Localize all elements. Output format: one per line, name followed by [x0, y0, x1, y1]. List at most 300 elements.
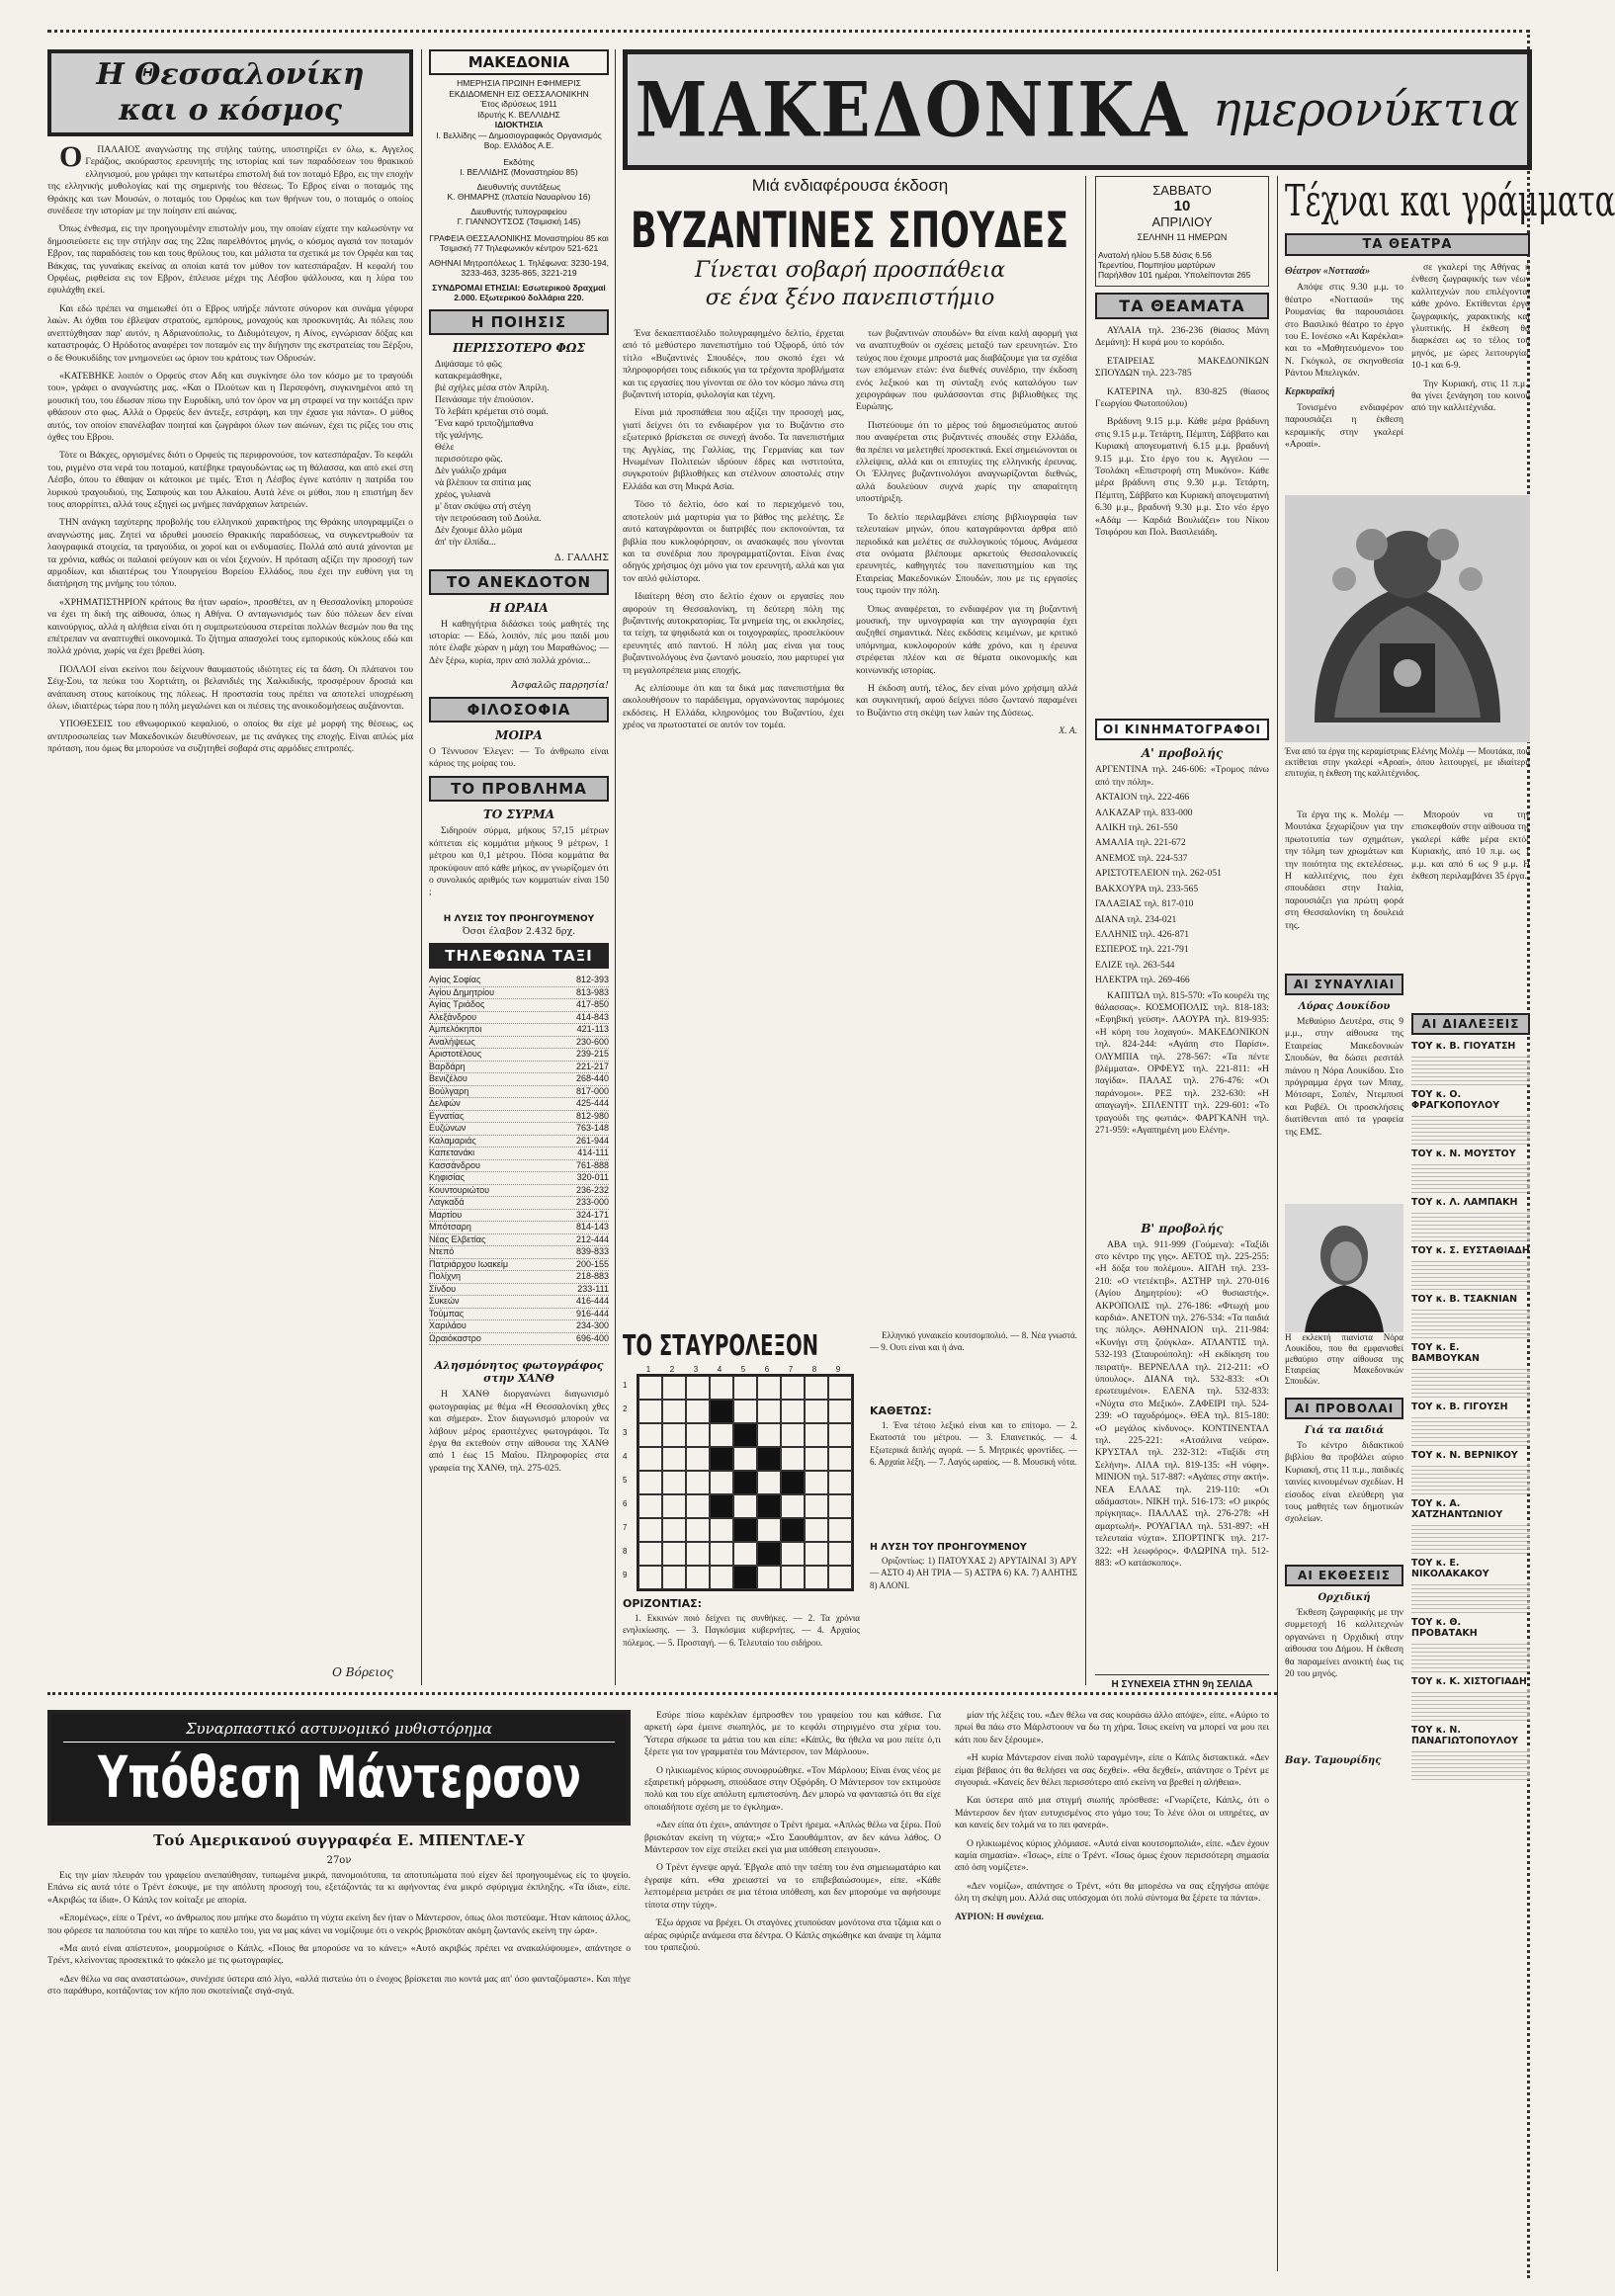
- novel-tomorrow: ΑΥΡΙΟΝ: Η συνέχεια.: [955, 1911, 1044, 1922]
- taxi-row: [429, 1123, 609, 1136]
- crossword-cell[interactable]: [805, 1376, 828, 1400]
- masthead-editor: Κ. ΘΗΜΑΡΗΣ (πλατεία Ναυαρίνου 16): [447, 192, 591, 202]
- lecture-speaker: ΤΟΥ κ. Β. ΤΣΑΚΝΙΑΝ: [1411, 1294, 1518, 1305]
- crossword-black-cell: [733, 1423, 757, 1447]
- theatre-entry: ΚΑΤΕΡΙΝΑ τηλ. 830-825 (θίασος Γεωργίου Φωτοπούλου): [1095, 385, 1269, 410]
- taxi-stand: Πατριάρχου Ιωακείμ: [429, 1258, 509, 1269]
- crossword-cell[interactable]: [686, 1400, 710, 1423]
- ceramics-caption: Ένα από τα έργα της κεραμίστριας Ελένης Μολέμ — Μουτάκα, που εκτίθεται στην γκαλερί «Αροαί», όπου λειτουργεί, με ιδιαίτερη επιτυχία, η έκθεση της καλλιτέχνιδος.: [1285, 746, 1530, 778]
- taxi-phone: 425-444: [575, 1098, 609, 1109]
- crossword-cell[interactable]: [638, 1471, 662, 1494]
- taxi-stand: Βενιζέλου: [429, 1073, 468, 1084]
- divider: [1277, 176, 1278, 2271]
- crossword-cell[interactable]: [662, 1423, 686, 1447]
- crossword-cell[interactable]: [757, 1471, 781, 1494]
- lecture-item: [1411, 1197, 1530, 1241]
- taxi-phone: 218-883: [575, 1271, 609, 1282]
- lecture-text-lines: [1411, 1054, 1530, 1085]
- taxi-row: [429, 975, 609, 987]
- lecture-speaker: ΤΟΥ κ. Σ. ΕΥΣΤΑΘΙΑΔΗ: [1411, 1245, 1530, 1256]
- poem-line: βιὲ σχήλες μέσα στὸν Ἀπρίλη.: [435, 383, 550, 393]
- cinema-entry: ΕΛΙΖΕ τηλ. 263-544: [1095, 959, 1175, 971]
- masthead-column: [429, 49, 609, 1685]
- poem-line: Δὲν γυάλιζο χράμα: [435, 466, 507, 476]
- crossword-cell[interactable]: [805, 1566, 828, 1589]
- crossword-black-cell: [733, 1566, 757, 1589]
- poem-line: Διψάσαμε τό φῶς: [435, 359, 502, 370]
- lecture-text-lines: [1411, 1581, 1530, 1613]
- crossword-cell[interactable]: [686, 1423, 710, 1447]
- byzantine-signature: Χ. Α.: [1059, 725, 1077, 737]
- divider: [1085, 176, 1086, 1685]
- taxi-row: [429, 1222, 609, 1234]
- taxi-phone: 421-113: [576, 1024, 609, 1035]
- taxi-stand: Δελφών: [429, 1098, 461, 1109]
- crossword-black-cell: [733, 1471, 757, 1494]
- lecture-speaker: ΤΟΥ κ. Ε. ΝΙΚΟΛΑΚΑΚΟΥ: [1411, 1558, 1489, 1579]
- column-body: ΟΠΑΛΑΙΟΣ αναγνώστης της στήλης ταύτης, υποστηρίζει εν όλω, κ. Αγγελος Γεράζιος, ακούραστος ερευνητής της ιστορίας καί των παραδόσεων του θρακικού ελληνισμού, μου γράφει την κατωτέρω επιστολή διά τον ποταμό Εβρο, εις την εποχήν της ελληνικής μυθολογίας καί της σημερινής του θέσεως. Το Εβρος είναι ο ποταμός της Θράκης και των Μουσών, ο ποταμός του Ορφέως και των θρήνων του, ο ποταμός ο οποίος συνέδεσε την ιστορίαν με την ποίησιν επί αιώνας. Όπως ένθεσμα, εις την προηγουμένην επιστολήν μου, την οποίαν είχατε την καλωσύνην να δημοσιεύσετε εις την στήλην σας της 22ας παρελθόντος μηνός, ο κόσμος αγαπά τον ποταμόν Εβρον, τας παραδόσεις του και τους θρύλους του, και μάλιστα τα σχετικά με τον Ορφέα και τας Βάκχας, τας γυναίκας εκείνας αι οποίαι κατά τον μύθον τον κατεσπάραξαν. Η κεφαλή του Ορφέως, ριφθείσα εις τον Εβρον, έπλευσε μέχρι της Λέσβου ψάλλουσα, και η λύρα του εφυλάχθη εκεί. Και εδώ πρέπει να σημειωθεί ότι ο Εβρος υπήρξε πάντοτε σύνορον και συνάμα γέφυρα λαών. Αι όχθαι του έβλεψαν στρατούς, εμπόρους, μοναχούς και προσκυνητάς. Αι πόλεις που ανεπτύχθησαν παρ' αυτόν, η Αδριανούπολις, το Διδυμότειχον, η Αίνος, εγνώρισαν δόξας και καταστροφάς. Ο Ηρόδοτος αναφέρει τον ποταμόν εις την διήγησιν της εκστρατείας του Ξέρξου, ο δε Θουκυδίδης τον μνημονεύει ως όριον του κράτους των Οδρυσών. «ΚΑΤΕΒΗΚΕ λοιπόν ο Ορφεύς στον Αδη και συγκίνησε όλο τον κόσμο με το τραγούδι του», γράφει ο αναγνώστης μας. «Και ο Πλούτων και η Περσεφόνη, συγκινημένοι από τη μουσική του, του έδωσαν πίσω την Ευρυδίκη, υπό τον όρον να μη στραφεί να την κοιτάξει πριν φθάσουν στο φως. Αλλά ο Ορφεύς δεν άντεξε, εστράφη, και την έχασε για πάντα». Ο μύθος αυτός, τον οποίον επανέλαβαν ποιηταί και ζωγράφοι όλων των αιώνων, έχει τις ρίζες του στις όχθες του Εβρου. Τότε οι Βάκχες, οργισμένες διότι ο Ορφεύς τις περιφρονούσε, τον κατεσπάραξαν. Το κεφάλι του, ριγμένο στα νερά του ποταμού, κατέβηκε τραγουδώντας ως τη θάλασσα, και από εκεί στη Λέσβο, όπου το έθαψαν οι κάτοικοι με τιμές. Έτσι η Λέσβος έγινε κατόπιν η πατρίδα του λυρικού τραγουδιού, της Σαπφούς και του Αλκαίου. Αυτά λένε οι μύθοι, που η επιστήμη δεν τους απορρίπτει, αλλά τους εξηγεί ως μνήμες πανάρχαιων λατρειών. ΤΗΝ ανάγκη ταχύτερης προβολής του ελληνικού χαρακτήρος της Θράκης υπογραμμίζει ο αναγνώστης μας. Ζητεί να ιδρυθεί μουσείο Θρακικής παραδόσεως, να συγκεντρωθούν τα λαογραφικά στοιχεία, τα τραγούδια, οι χοροί και οι ενδυμασίες. Πολλά από αυτά χάνονται με τα χρόνια, καθώς οι παλαιοί φεύγουν και οι νέοι ξεχνούν. Η πρόταση αξίζει την προσοχή των αρμοδίων, και ιδιαιτέρως του Υπουργείου Βορείου Ελλάδος, που έχει την ευθύνη για τη διατήρηση της μνήμης του τόπου. «ΧΡΗΜΑΤΙΣΤΗΡΙΟΝ κράτους θα ήταν ωραίο», προσθέτει, αν η Θεσσαλονίκη μπορούσε να έχει τη δική της αίθουσα, όπως η Αθήνα. Ο ανταγωνισμός των δύο πόλεων δεν είναι καινούργιος, αλλά η αλήθεια είναι ότι η συμπρωτεύουσα στερείται πολλών θεσμών που θα της επέτρεπαν να αναπτυχθεί οικονομικά. Το ζήτημα απασχολεί τους εμπορικούς κύκλους εδώ και πολλά χρόνια, χωρίς να έχει βρεθεί λύση. ΠΟΛΛΟΙ είναι εκείνοι που δείχνουν θαυμαστούς ιδιότητες είς τα δάση. Οι πλάτανοι του Σέιχ-Σου, τα πεύκα του Χορτιάτη, οι βελανιδιές της Χαλκιδικής, προσφέρουν δροσιά και ανάπαυση στους κατοίκους της πόλεως. Η προστασία τους πρέπει να αποτελεί υποχρέωση όλων, ιδιαιτέρως τώρα που η πόλη μεγαλώνει και οι πιέσεις της ανοικοδομήσεως αυξάνονται. ΥΠΟΘΕΣΕΙΣ του εθνωφορικού κεφαλιού, ο οποίος θα είχε μέ μορφή της θέσεως, ως αντιπροσωπείας των Μακεδονικών διευθύνσεων, με τις ανάγκες της εποχής. Είναι απλώς μία πρόταση, που όμως θα μπορούσε να συζητηθεί σοβαρά στις αρμόδιες επιτροπές.: [47, 140, 413, 755]
- crossword-heading: ΤΟ ΣΤΑΥΡΟΛΕΞΟΝ: [623, 1329, 819, 1362]
- crossword-black-cell: [781, 1518, 805, 1542]
- crossword-down-clues: 1. Ένα τέτοιο λεξικό είναι και το επίτομο. — 2. Εκατοστά του μέτρου. — 3. Επαινετικός. — 4. Εξωτερικά διπλής αγορά. — 5. Μητρικές φροντίδες. — 6. Αρχαία λέξη. — 7. Λαγός ωραίος. — 8. Μουσική νότα.: [870, 1420, 1077, 1468]
- poem-line: μ' ὅταν σκύψω στή στέγη: [435, 501, 531, 512]
- masthead-founded: Έτος ιδρύσεως 1911: [480, 99, 557, 109]
- crossword-col-number: 9: [835, 1365, 841, 1374]
- crossword-cell[interactable]: [662, 1447, 686, 1471]
- crossword-cell[interactable]: [638, 1447, 662, 1471]
- taxi-phone: 696-400: [575, 1332, 609, 1343]
- crossword-grid[interactable]: [637, 1374, 854, 1591]
- crossword-col-number: 6: [764, 1365, 770, 1374]
- crossword-cell[interactable]: [710, 1542, 733, 1566]
- problem-body: Σιδηρούν σύρμα, μήκους 57,15 μέτρων κόπτεται είς κομμάτια μήκους 9 μέτρων, 1 μέτρου και 0,1 μέτρου. Πόσα κομμάτια θα προκύψουν από κάθε μήκος, αν γνωρίζομεν ότι ο συνολικός αριθμός των κομματιών είναι 150 ;: [429, 825, 609, 898]
- crossword-cell[interactable]: [757, 1566, 781, 1589]
- taxi-phone: 221-217: [575, 1061, 609, 1071]
- poem-line: Δὲν ἔχουμε ἄλλο μῶμα: [435, 525, 523, 536]
- second-run-heading: Β' προβολής: [1141, 1221, 1224, 1235]
- column-title-line2: και ο κόσμος: [119, 93, 342, 128]
- problem-answer: Όσοι έλαβον 2.432 δρχ.: [462, 926, 576, 938]
- lecture-speaker: ΤΟΥ κ. Ο. ΦΡΑΓΚΟΠΟΥΛΟΥ: [1411, 1089, 1500, 1111]
- taxi-stand: Βούλγαρη: [429, 1085, 469, 1096]
- lecture-speaker: ΤΟΥ κ. Β. ΓΙΟΥΑΤΣΗ: [1411, 1041, 1516, 1052]
- crossword-black-cell: [757, 1447, 781, 1471]
- crossword-cell[interactable]: [805, 1400, 828, 1423]
- lecture-speaker: ΤΟΥ κ. Θ. ΠΡΟΒΑΤΑΚΗ: [1411, 1617, 1478, 1639]
- taxi-list: [429, 975, 609, 1345]
- crossword-cell[interactable]: [828, 1376, 852, 1400]
- crossword-section: ΤΟ ΣΤΑΥΡΟΛΕΞΟΝ 1 2 3 4 5 6 7 8 9 1 2 3 4 5 6 7 8 9 ΟΡΙΖΟΝΤΙΑΣ: 1. Εκκινών ποιό δείχνει τις συνθήκες. — 2. Τα χρόνια ενηλικίωσης. — 3. Παγκόσμια κυβερνήτες. — 4. Αρχαίος πόλεμος. — 5. Προσταγή. — 6. Τελευταίο του σιδήρου. Ελληνικό γυναικείο κουτσομπολιό. — 8. Νέα γνωστά. — 9. Ουτι είναι και ή άνα. ΚΑΘΕΤΩΣ: 1. Ένα τέτοιο λεξικό είναι και το επίτομο. — 2. Εκατοστά του μέτρου. — 3. Επαινετικός. — 4. Εξωτερικά διπλής αγορά. — 5. Μητρικές φροντίδες. — 6. Αρχαία λέξη. — 7. Λαγός ωραίος. — 8. Μουσική νότα. Η ΛΥΣΗ ΤΟΥ ΠΡΟΗΓΟΥΜΕΝΟΥ Οριζοντίως: 1) ΠΑΤΟΥΧΑΣ 2) ΑΡΥΤΑΙΝΑΙ 3) ΑΡΥ — ΑΣΤΟ 4) ΑΗ ΤΡΙΑ — 5) ΑΣΤΡΑ 6) ΚΑ. 7) ΑΛΗΤΗΣ 8) ΑΛΟΝΙ.: [623, 1329, 1077, 1685]
- taxi-phone: 813-983: [575, 986, 609, 997]
- crossword-cell[interactable]: [638, 1423, 662, 1447]
- byzantine-kicker: Μιά ενδιαφέρουσα έκδοση: [751, 176, 949, 195]
- crossword-cell[interactable]: [638, 1376, 662, 1400]
- problem-answer-head: Η ΛΥΣΙΣ ΤΟΥ ΠΡΟΗΓΟΥΜΕΝΟΥ: [443, 914, 595, 925]
- lecture-text-lines: [1411, 1113, 1530, 1145]
- cinema-entry: ΔΙΑΝΑ τηλ. 234-021: [1095, 913, 1177, 925]
- crossword-cell[interactable]: [733, 1400, 757, 1423]
- crossword-cell[interactable]: [805, 1423, 828, 1447]
- taxi-stand: Συκεών: [429, 1296, 460, 1307]
- theatre-entry: ΑΥΛΑΙΑ τηλ. 236-236 (θίασος Μάνη Δεμάνη): Η κυρά μου το κορόιδο.: [1095, 325, 1269, 349]
- crossword-cell[interactable]: [638, 1494, 662, 1518]
- crossword-cell[interactable]: [805, 1447, 828, 1471]
- lecture-speaker: ΤΟΥ κ. Ε. ΒΑΜΒΟΥΚΑΝ: [1411, 1342, 1480, 1364]
- crossword-column-numbers: [637, 1365, 860, 1374]
- taxi-stand: Κηφισίας: [429, 1172, 465, 1183]
- taxi-phone: 234-300: [575, 1320, 609, 1331]
- lecture-text-lines: [1411, 1258, 1530, 1290]
- masthead-founder: Ιδρυτής Κ. ΒΕΛΛΙΔΗΣ: [477, 109, 560, 120]
- taxi-phone: 239-215: [575, 1049, 609, 1060]
- taxi-row: [429, 1073, 609, 1086]
- exhibition-author: Βαγ. Ταμουρίδης: [1285, 1755, 1382, 1766]
- crossword-cell[interactable]: [733, 1542, 757, 1566]
- taxi-stand: Αγίας Τριάδος: [429, 999, 485, 1010]
- crossword-cell[interactable]: [686, 1494, 710, 1518]
- first-run-heading: Α' προβολής: [1141, 746, 1224, 761]
- taxi-phone: 324-171: [575, 1209, 609, 1220]
- taxi-stand: Μπότσαρη: [429, 1222, 471, 1233]
- crossword-col-number: 3: [693, 1365, 699, 1374]
- taxi-phone: 200-155: [575, 1258, 609, 1269]
- novel-banner: [47, 1710, 631, 1826]
- crossword-black-cell: [781, 1471, 805, 1494]
- crossword-cell[interactable]: [757, 1376, 781, 1400]
- exhibition-title: Ορχιδική: [1318, 1592, 1371, 1603]
- crossword-cell[interactable]: [781, 1447, 805, 1471]
- taxi-stand: Βαρδάρη: [429, 1061, 466, 1071]
- date-days: Παρήλθον 101 ημέραι. Υπολείπονται 265: [1098, 270, 1251, 280]
- taxi-row: [429, 1320, 609, 1333]
- taxi-stand: Ωραιόκαστρο: [429, 1332, 481, 1343]
- crossword-row-numbers: [623, 1374, 637, 1591]
- ceramics-illustration: [1285, 495, 1530, 742]
- taxi-phone: 414-111: [577, 1148, 609, 1158]
- lecture-speaker: ΤΟΥ κ. Ν. ΠΑΝΑΓΙΩΤΟΠΟΥΛΟΥ: [1411, 1725, 1519, 1746]
- crossword-cell[interactable]: [828, 1400, 852, 1423]
- taxi-phone: 812-393: [575, 975, 609, 985]
- masthead-athens: ΑΘΗΝΑΙ Μητροπόλεως 1. Τηλέφωνα: 3230-194, 3233-463, 3235-865, 3221-219: [429, 257, 609, 278]
- lecture-text-lines: [1411, 1463, 1530, 1494]
- crossword-row-number: 9: [623, 1571, 628, 1579]
- pianist-photo: [1285, 1204, 1403, 1332]
- crossword-cell[interactable]: [686, 1542, 710, 1566]
- novel-chapter: 27ον: [326, 1855, 352, 1866]
- date-month: ΑΠΡΙΛΙΟΥ: [1151, 214, 1213, 229]
- crossword-cell[interactable]: [757, 1423, 781, 1447]
- lecture-item: [1411, 1450, 1530, 1494]
- lecture-item: [1411, 1245, 1530, 1290]
- poem-line: νὰ βλέπουν τα σπίτια μας: [435, 477, 532, 488]
- crossword-solution: Οριζοντίως: 1) ΠΑΤΟΥΧΑΣ 2) ΑΡΥΤΑΙΝΑΙ 3) ΑΡΥ — ΑΣΤΟ 4) ΑΗ ΤΡΙΑ — 5) ΑΣΤΡΑ 6) ΚΑ. 7) ΑΛΗΤΗΣ 8) ΑΛΟΝΙ.: [870, 1556, 1077, 1590]
- poem-line: Ἕνα καρό τριποζήμπαθνα: [435, 418, 534, 429]
- date-day: ΣΑΒΒΑΤΟ: [1152, 183, 1212, 198]
- crossword-cell[interactable]: [710, 1471, 733, 1494]
- theatre-name: Θέατρον «Νοττασά»: [1285, 266, 1371, 277]
- cinema-entry: ΑΜΑΛΙΑ τηλ. 221-672: [1095, 837, 1186, 849]
- crossword-cell[interactable]: [638, 1566, 662, 1589]
- top-border: [47, 30, 1530, 39]
- crossword-cell[interactable]: [662, 1518, 686, 1542]
- taxi-phone: 320-011: [576, 1172, 609, 1183]
- taxi-stand: Αριστοτέλους: [429, 1049, 482, 1060]
- lecture-item: [1411, 1558, 1530, 1613]
- crossword-black-cell: [710, 1494, 733, 1518]
- poem-line: ἀπ' τὴν ἐλπίδα...: [435, 537, 496, 548]
- cinema-entry: ΕΣΠΕΡΟΣ τηλ. 221-791: [1095, 944, 1189, 956]
- poetry-heading: Η ΠΟΙΗΣΙΣ: [429, 309, 609, 335]
- crossword-row-number: 5: [623, 1476, 628, 1485]
- lecture-text-lines: [1411, 1689, 1530, 1721]
- crossword-cell[interactable]: [710, 1566, 733, 1589]
- taxi-phone: 814-143: [575, 1222, 609, 1233]
- crossword-cell[interactable]: [662, 1400, 686, 1423]
- taxi-phone: 416-444: [575, 1296, 609, 1307]
- obituary-body: Η ΧΑΝΘ διοργανώνει διαγωνισμό φωτογραφίας με θέμα «Η Θεσσαλονίκη χθες και σήμερα». Στον διαγωνισμό μπορούν να λάβουν μέρος ερασιτέχνες φωτογράφοι. Τα έργα θα εκτεθούν στην αίθουσα της ΧΑΝΘ από 1 έως 15 Μαΐου. Πληροφορίες στα γραφεία της ΧΑΝΘ, τηλ. 275-025.: [429, 1389, 609, 1474]
- crossword-cell[interactable]: [662, 1471, 686, 1494]
- taxi-row: [429, 1086, 609, 1099]
- screenings-title: Γιά τα παιδιά: [1304, 1425, 1385, 1436]
- crossword-cell[interactable]: [805, 1518, 828, 1542]
- taxi-stand: Πολίχνη: [429, 1271, 462, 1282]
- taxi-row: [429, 1185, 609, 1198]
- crossword-black-cell: [710, 1400, 733, 1423]
- taxi-row: [429, 1333, 609, 1346]
- crossword-cell[interactable]: [686, 1471, 710, 1494]
- poem-line: Τὸ λεβάτι κρέμεται στό σομά.: [435, 406, 549, 417]
- crossword-black-cell: [733, 1518, 757, 1542]
- crossword-cell[interactable]: [781, 1494, 805, 1518]
- masthead-editor-head: Διευθυντής συντάξεως: [476, 181, 561, 192]
- crossword-cell[interactable]: [710, 1423, 733, 1447]
- crossword-cell[interactable]: [781, 1542, 805, 1566]
- anecdote-title: Η ΩΡΑΙΑ: [489, 600, 549, 615]
- problem-title: ΤΟ ΣΥΡΜΑ: [482, 808, 555, 822]
- crossword-cell[interactable]: [686, 1518, 710, 1542]
- taxi-row: [429, 1136, 609, 1148]
- crossword-cell[interactable]: [828, 1471, 852, 1494]
- taxi-row: [429, 999, 609, 1012]
- novel-col2: Εσύρε πίσω καρέκλαν έμπροσθεν του γραφείου του και κάθισε. Για αρκετή ώρα έμεινε σιωπηλός, με το κεφάλι στηριγμένο στα χέρια του. Ύστερα σήκωσε τα μάτια του και είπε: «Κάπλς, θα ήθελα να μου πείτε ό,τι ξέρετε για τον γραμματέα του Μάντερσον, τον Μάρλοου». Ο ηλικιωμένος κύριος συνοφρυώθηκε. «Τον Μάρλοου; Είναι ένας νέος με εξαιρετική μόρφωση, σπούδασε στην Οξφόρδη. Ο Μάντερσον τον εκτιμούσε πολύ και του είχε απόλυτη εμπιστοσύνη. Δεν μπορώ να φανταστώ ότι θα είχε οποιαδήποτε σχέση με το έγκλημα». «Δεν είπα ότι έχει», απάντησε ο Τρέντ ήρεμα. «Απλώς θέλω να ξέρω. Πού βρισκόταν εκείνη τη νύχτα;» «Στο Σαουθάμπτον, αν δεν κάνω λάθος. Ο Μάντερσον τον είχε στείλει εκεί για μια υπόθεση επειγουσα». Ο Τρέντ έγνεψε αργά. Έβγαλε από την τσέπη του ένα σημειωματάριο και έγραψε κάτι. «Θα χρειαστεί να το επιβεβαιώσουμε», είπε. «Κάθε λεπτομέρεια μετράει σε μια τέτοια υπόθεση, και δεν μπορούμε να αφήσουμε τίποτα στην τύχη». Έξω άρχισε να βρέχει. Οι σταγόνες χτυπούσαν μονότονα στα τζάμια και ο αέρας σφύριζε ανάμεσα στα δέντρα. Ο Κάπλς σηκώθηκε και άναψε τη λάμπα του τραπεζιού.: [644, 1710, 941, 1953]
- taxi-stand: Εγνατίας: [429, 1110, 465, 1121]
- taxi-row: [429, 1111, 609, 1124]
- crossword-cell[interactable]: [781, 1376, 805, 1400]
- crossword-cell[interactable]: [733, 1494, 757, 1518]
- crossword-cell[interactable]: [662, 1376, 686, 1400]
- theatre-entries: [1095, 325, 1269, 410]
- arts-heading: Τέχναι και γράμματα: [1285, 176, 1615, 226]
- philosophy-text: Ο Τέννυσον Έλεγεν: — Το άνθρωπο είναι κάριος της μοίρας του.: [429, 745, 609, 769]
- crossword-cell[interactable]: [686, 1566, 710, 1589]
- crossword-cell[interactable]: [805, 1471, 828, 1494]
- crossword-black-cell: [710, 1447, 733, 1471]
- taxi-stand: Χαριλάου: [429, 1320, 467, 1331]
- column-title: [47, 49, 413, 136]
- crossword-cell[interactable]: [686, 1376, 710, 1400]
- novel-section: [47, 1710, 1269, 2278]
- masthead-publisher-head: Εκδότης: [503, 156, 535, 167]
- ceramics-photo: [1285, 495, 1530, 742]
- philosophy-title: ΜΟΙΡΑ: [495, 727, 543, 742]
- crossword-cell[interactable]: [757, 1518, 781, 1542]
- novel-col1: Εις την μίαν πλευράν του γραφείου ανεπαύθησαν, τυπωμένα μικρά, πανομοιότυπα, τα αποτυπώματα πού είχεν δεί προηγουμένως είς το ψυγείο. Επάνω είς αυτά τότε ο Τρέντ έσκυψε, με την απόλυτη προσοχή του, εξετάζοντάς τα κι αφήνοντας ένα μικρό σφύριγμα έκπληξης. «Τα ίδια», είπε. «Ακριβώς τα ίδια». Ο Κάπλς τον κοίταξε με απορία. «Επομένως», είπε ο Τρέντ, «ο άνθρωπος που μπήκε στο δωμάτιο τη νύχτα εκείνη δεν ήταν ο Μάντερσον, όπως όλοι πιστεύαμε. Ήταν κάποιος άλλος, που φόρεσε τα παπούτσια του και πήρε το καπέλο του, για να μας κάνει να νομίζουμε ότι ο νεκρός βρισκόταν ακόμη ζωντανός εκείνη την ώρα». «Μα αυτό είναι απίστευτο», μουρμούρισε ο Κάπλς. «Ποιος θα μπορούσε να το κάνει;» «Αυτό ακριβώς πρέπει να ανακαλύψουμε», απάντησε ο Τρέντ, κλείνοντας προσεκτικά το φάκελο με τις φωτογραφίες. «Δεν θέλω να σας αναστατώσω», συνέχισε ύστερα από λίγο, «αλλά πιστεύω ότι ο ένοχος βρίσκεται πιο κοντά μας απ' όσο φανταζόμαστε». Και πήγε στο παράθυρο, κοιτάζοντας τον κήπο που σκοτείνιαζε σιγά-σιγά.: [47, 1870, 631, 1998]
- date-number: 10: [1173, 198, 1191, 214]
- crossword-solution-head: Η ΛΥΣΗ ΤΟΥ ΠΡΟΗΓΟΥΜΕΝΟΥ: [870, 1542, 1027, 1553]
- lecture-text-lines: [1411, 1366, 1530, 1398]
- concerts-heading: ΑΙ ΣΥΝΑΥΛΙΑΙ: [1285, 974, 1403, 995]
- byzantine-subhead-line2: σε ένα ξένο πανεπιστήμιο: [705, 286, 995, 310]
- crossword-cell[interactable]: [662, 1542, 686, 1566]
- crossword-cell[interactable]: [686, 1447, 710, 1471]
- taxi-phone: 212-444: [575, 1233, 609, 1244]
- taxi-row: [429, 1246, 609, 1259]
- poem-line: τῆς γαλήνης.: [435, 430, 483, 441]
- lectures-heading: ΑΙ ΔΙΑΛΕΞΕΙΣ: [1411, 1013, 1530, 1035]
- date-sun: Ανατολή ηλίου 5.58 δύσις 6.56: [1098, 250, 1212, 260]
- lecture-text-lines: [1411, 1748, 1530, 1780]
- taxi-phone: 916-444: [575, 1308, 609, 1318]
- taxi-stand: Σίνδου: [429, 1283, 456, 1294]
- poem-line: χρέος, γυλιανὰ: [435, 489, 491, 500]
- crossword-col-number: 8: [811, 1365, 817, 1374]
- crossword-cell[interactable]: [662, 1566, 686, 1589]
- screenings-heading: ΑΙ ΠΡΟΒΟΛΑΙ: [1285, 1398, 1403, 1419]
- crossword-cell[interactable]: [733, 1376, 757, 1400]
- taxi-row: [429, 1210, 609, 1223]
- masthead-subscriptions: ΣΥΝΔΡΟΜΑΙ ΕΤΗΣΙΑΙ: Εσωτερικού δραχμαί 2.000. Εξωτερικού δολλάρια 220.: [432, 282, 606, 302]
- taxi-row: [429, 1049, 609, 1062]
- taxi-stand: Ευζώνων: [429, 1123, 467, 1134]
- crossword-cell[interactable]: [638, 1518, 662, 1542]
- novel-author: Τού Αμερικανού συγγραφέα Ε. ΜΠΕΝΤΛΕ-Υ: [153, 1831, 525, 1849]
- main-title-banner: [623, 49, 1532, 170]
- taxi-row: [429, 1098, 609, 1111]
- taxi-stand: Κουντουριώτου: [429, 1184, 490, 1195]
- taxi-stand: Καπετανάκι: [429, 1148, 475, 1158]
- crossword-col-number: 7: [788, 1365, 794, 1374]
- pianist-caption: Η εκλεκτή πιανίστα Νόρα Λουκίδου, που θα εμφανισθεί μεθαύριο στην αίθουσα της Εταιρείας Μακεδονικών Σπουδών.: [1285, 1332, 1403, 1386]
- masthead-print-head: Διευθυντής τυπογραφείου: [470, 206, 567, 216]
- cinema-entry: ΑΚΤΑΙΟΝ τηλ. 222-466: [1095, 792, 1190, 804]
- crossword-row-number: 2: [623, 1404, 628, 1413]
- left-column: [47, 49, 413, 1685]
- crossword-cell[interactable]: [805, 1542, 828, 1566]
- byzantine-subhead-line1: Γίνεται σοβαρή προσπάθεια: [694, 258, 1006, 283]
- taxi-stand: Αναλήψεως: [429, 1036, 475, 1047]
- poem-line: κατακρεμάσθηκε,: [435, 371, 502, 382]
- masthead-offices: ΓΡΑΦΕΙΑ ΘΕΣΣΑΛΟΝΙΚΗΣ Μοναστηρίου 85 και Τσιμισκή 77 Τηλεφωνικόν κέντρον 521-621: [429, 232, 609, 253]
- lecture-speaker: ΤΟΥ κ. Λ. ΛΑΜΠΑΚΗ: [1411, 1197, 1518, 1208]
- divider: [615, 49, 616, 1685]
- crossword-cell[interactable]: [781, 1566, 805, 1589]
- lecture-text-lines: [1411, 1210, 1530, 1241]
- taxi-phone: 233-111: [577, 1283, 609, 1294]
- crossword-cell[interactable]: [828, 1518, 852, 1542]
- novel-divider: [47, 1692, 1277, 1695]
- crossword-cell[interactable]: [781, 1400, 805, 1423]
- lecture-speaker: ΤΟΥ κ. Ν. ΜΟΥΣΤΟΥ: [1411, 1148, 1516, 1159]
- lecture-item: [1411, 1617, 1530, 1672]
- lecture-item: [1411, 1402, 1530, 1446]
- byzantine-headline: ΒΥΖΑΝΤΙΝΕΣ ΣΠΟΥΔΕΣ: [631, 202, 1069, 259]
- cinema-entry: ΑΝΕΜΟΣ τηλ. 224-537: [1095, 852, 1188, 864]
- crossword-cell[interactable]: [805, 1494, 828, 1518]
- cinema-entry: ΗΛΕΚΤΡΑ τηλ. 269-466: [1095, 975, 1190, 986]
- crossword-cell[interactable]: [828, 1447, 852, 1471]
- crossword-row-number: 7: [623, 1523, 628, 1532]
- lectures-list: [1411, 1041, 1530, 1780]
- newspaper-page: [47, 30, 1615, 2278]
- taxi-phone: 817-000: [575, 1085, 609, 1096]
- lecture-item: [1411, 1342, 1530, 1398]
- crossword-row-number: 4: [623, 1452, 628, 1461]
- taxi-row: [429, 987, 609, 1000]
- poetry-title: ΠΕΡΙΣΣΟΤΕΡΟ ΦΩΣ: [453, 340, 585, 355]
- crossword-cell[interactable]: [733, 1447, 757, 1471]
- taxi-row: [429, 1172, 609, 1185]
- taxi-row: [429, 1012, 609, 1025]
- lecture-item: [1411, 1089, 1530, 1145]
- cinema-entry: ΑΡΓΕΝΤΙΝΑ τηλ. 246-606: «Τρομος πάνω από την πόλη».: [1095, 764, 1269, 788]
- taxi-stand: Αγίου Δημητρίου: [429, 986, 495, 997]
- crossword-cell[interactable]: [638, 1400, 662, 1423]
- date-box: [1095, 176, 1269, 287]
- crossword-row-number: 1: [623, 1381, 628, 1390]
- crossword-cell[interactable]: [662, 1494, 686, 1518]
- crossword-row-number: 8: [623, 1547, 628, 1556]
- theatres-continuation: Η ΣΥΝΕΧΕΙΑ ΣΤΗΝ 9η ΣΕΛΙΔΑ: [1095, 1674, 1269, 1690]
- crossword-cell[interactable]: [828, 1566, 852, 1589]
- taxi-stand: Τούμπας: [429, 1308, 465, 1318]
- crossword-cell[interactable]: [638, 1542, 662, 1566]
- date-moon: ΣΕΛΗΝΗ 11 ΗΜΕΡΩΝ: [1137, 232, 1228, 242]
- anecdote-author: Ἀσφαλῶς παρρησία!: [511, 679, 609, 691]
- lecture-text-lines: [1411, 1161, 1530, 1193]
- taxi-phone: 230-600: [575, 1036, 609, 1047]
- taxi-phone: 812-980: [575, 1110, 609, 1121]
- main-title-part1: ΜΑΚΕΔΟΝΙΚΑ: [635, 65, 1189, 154]
- novel-col3: μίαν τής λέξεις του. «Δεν θέλω να σας κουράσω άλλο απόψε», είπε. «Αύριο το πρωί θα πάω στο Μάρλστοουν να δω τη χήρα. Ίσως εκείνη να μπορεί να μου πει κάτι που δεν ξέρουμε». «Η κυρία Μάντερσον είναι πολύ ταραγμένη», είπε ο Κάπλς διστακτικά. «Δεν είμαι βέβαιος ότι θα θελήσει να σας δεχθεί». «Θα δεχθεί», απάντησε ο Τρέντ με σιγουριά. «Κανείς δεν θέλει περισσότερο από εκείνη να βρεθεί η αλήθεια». Και ύστερα από μια στιγμή σιωπής πρόσθεσε: «Γνωρίζετε, Κάπλς, ότι ο Μάντερσον δεν ήταν ευτυχισμένος στο γάμο του; Το λένε όλοι οι υπηρέτες, αν και κανείς δεν τολμά να το πει φανερά». Ο ηλικιωμένος κύριος χλόμιασε. «Αυτά είναι κουτσομπολιά», είπε. «Δεν έχουν καμία σημασία». «Ίσως», είπε ο Τρέντ. «Ίσως όμως έχουν περισσότερη σημασία από όση νομίζετε». «Δεν νομίζω», απάντησε ο Τρέντ, «ότι θα μπορέσω να σας εξηγήσω απόψε όλη τη σκέψη μου. Αλλά σας υπόσχομαι ότι πολύ σύντομα θα ξέρετε τα πάντα». ΑΥΡΙΟΝ: Η συνέχεια.: [955, 1710, 1269, 1922]
- philosophy-heading: ΦΙΛΟΣΟΦΙΑ: [429, 697, 609, 723]
- crossword-cell[interactable]: [828, 1494, 852, 1518]
- crossword-cell[interactable]: [710, 1376, 733, 1400]
- crossword-cell[interactable]: [710, 1518, 733, 1542]
- lecture-item: [1411, 1041, 1530, 1085]
- crossword-cell[interactable]: [757, 1400, 781, 1423]
- lecture-item: [1411, 1676, 1530, 1721]
- crossword-cell[interactable]: [828, 1542, 852, 1566]
- masthead-owner: Ι. Βελλίδης — Δημοσιογραφικός Οργανισμός Βορ. Ελλάδος Α.Ε.: [436, 129, 602, 150]
- theatres-column: ΣΑΒΒΑΤΟ 10 ΑΠΡΙΛΙΟΥ ΣΕΛΗΝΗ 11 ΗΜΕΡΩΝ Ανατολή ηλίου 5.58 δύσις 6.56 Τερεντίου, Πομπηίου μαρτύρων Παρήλθον 101 ημέραι. Υπολείπονται 265 ΤΑ ΘΕΑΜΑΤΑ ΑΥΛΑΙΑ τηλ. 236-236 (θίασος Μάνη Δεμάνη): Η κυρά μου το κορόιδο. ΕΤΑΙΡΕΙΑΣ ΜΑΚΕΔΟΝΙΚΩΝ ΣΠΟΥΔΩΝ τηλ. 223-785 ΚΑΤΕΡΙΝΑ τηλ. 830-825 (θίασος Γεωργίου Φωτοπούλου) Βράδυνη 9.15 μ.μ. Κάθε μέρα βράδυνη στις 9.15 μ.μ. Τετάρτη, Πέμπτη, Σάββατο και Κυριακή απογευματινή 6.15 μ.μ. βραδυνή 9.15 μ.μ. Στο έργο του κ. Αγγελου — Τσολάκη «Επιστροφή στη Μυκόνο». Κάθε μέρα βράδυνη στις 9.30 μ.μ. Τετάρτη, Πέμπτη, Σάββατο και Κυριακή απογευματινή 6.30 μ.μ., βραδυνή 9.30 μ.μ. Στο νέο έργο «Αδάμ — Καρδιά Βουλιάζει» του Νίκου Τσιφόρου και Πολ. Βασιλειάδη. ΟΙ ΚΙΝΗΜΑΤΟΓΡΑΦΟΙ Α' προβολής ΑΡΓΕΝΤΙΝΑ τηλ. 246-606: «Τρομος πάνω από την πόλη». ΑΚΤΑΙΟΝ τηλ. 222-466 ΑΛΚΑΖΑΡ τηλ. 833-000 ΑΛΙΚΗ τηλ. 261-550 ΑΜΑΛΙΑ τηλ. 221-672 ΑΝΕΜΟΣ τηλ. 224-537 ΑΡΙΣΤΟΤΕΛΕΙΟΝ τηλ. 262-051 ΒΑΚΧΟΥΡΑ τηλ. 233-565 ΓΑΛΑΞΙΑΣ τηλ. 817-010 ΔΙΑΝΑ τηλ. 234-021 ΕΛΛΗΝΙΣ τηλ. 426-871 ΕΣΠΕΡΟΣ τηλ. 221-791 ΕΛΙΖΕ τηλ. 263-544 ΗΛΕΚΤΡΑ τηλ. 269-466 ΚΑΠΙΤΩΛ τηλ. 815-570: «Το κουρέλι της θάλασσας». ΚΟΣΜΟΠΟΛΙΣ τηλ. 818-183: «Εφηβική γεύση». ΛΑΟΥΡΑ τηλ. 819-935: «Η κόρη του λοχαγού». ΜΑΚΕΔΟΝΙΚΟΝ τηλ. 824-244: «Αγάπη στο Παρίσι». ΟΛΥΜΠΙΑ τηλ. 278-567: «Τα πέντε βλέμματα». ΟΡΦΕΥΣ τηλ. 221-811: «Η παγίδα». ΠΑΛΑΣ τηλ. 276-476: «Οι παράνομοι». ΡΕΞ τηλ. 232-630: «Η απαγωγή». ΣΠΛΕΝΤΙΤ τηλ. 229-601: «Το τραγούδι της φωτιάς». ΦΑΡΓΚΑΝΗ τηλ. 271-959: «Αγαπημένη μου Ελένη». Β' προβολής ΑΒΑ τηλ. 911-999 (Γούμενα): «Ταξίδι στο κέντρο της γης». ΑΕΤΟΣ τηλ. 225-255: «Η δόξα του πολέμου». ΑΙΓΛΗ τηλ. 233-210: «Ο ντετέκτιβ». ΑΣΤΗΡ τηλ. 270-016 (Αγίου Δημητρίου): «Ο θυσιαστής». ΑΚΡΟΠΟΛΙΣ τηλ. 276-186: «Φτωχή μου καρδιά». ΑΝΕΤΟΝ τηλ. 276-534: «Τα παιδιά της πόλης». ΑΘΗΝΑΙΟΝ τηλ. 211-984: «Κυνήγι στη ζούγκλα». ΑΤΛΑΝΤΙΣ τηλ. 532-193 (Σταυρούπολη): «Η εκδίκηση του πειρατή». ΒΕΡΝΕΛΛΑ τηλ. 212-211: «Ο ύπουλος». ΔΙΑΝΑ τηλ. 532-833: «Οι ερωτευμένοι». ΕΛΕΝΑ τηλ. 532-833: «Νύχτα στο Μεξικό». ΖΑΦΕΙΡΙ τηλ. 524-239: «Ο ταχυδρόμος». ΘΕΑ τηλ. 815-180: «Ο μεγάλος κίνδυνος». ΚΟΝΤΙΝΕΝΤΑΛ τηλ. 225-221: «Ατσάλινα νεύρα». ΚΡΥΣΤΑΛ τηλ. 232-312: «Ταξίδι στη Σελήνη». ΛΙΛΑ τηλ. 819-135: «Η νύφη». ΜΙΝΙΟΝ τηλ. 517-887: «Αγάπες στην ακτή». ΝΕΑ ΕΛΛΑΣ τηλ. 219-110: «Οι αδάμαστοι». ΝΙΚΗ τηλ. 516-173: «Ο μικρός πρίγκηπας». ΠΑΛΛΑΣ τηλ. 276-278: «Η αμαρτωλή». ΡΟΥΑΓΙΑΛ τηλ. 531-897: «Η τελευταία νύχτα». ΣΠΟΡΤΙΝΓΚ τηλ. 217-322: «Η λεωφόρος». ΦΛΩΡΙΝΑ τηλ. 512-883: «Ο κατάσκοπος». Η ΣΥΝΕΧΕΙΑ ΣΤΗΝ 9η ΣΕΛΙΔΑ: [1095, 176, 1269, 1685]
- crossword-cell[interactable]: [781, 1423, 805, 1447]
- taxi-phone: 268-440: [575, 1073, 609, 1084]
- crossword-row-number: 3: [623, 1428, 628, 1437]
- taxi-stand: Καλαμαριάς: [429, 1135, 476, 1146]
- cinema-entry: ΑΛΙΚΗ τηλ. 261-550: [1095, 822, 1178, 834]
- taxi-phone: 763-148: [575, 1123, 609, 1134]
- taxi-stand: Μαρτίου: [429, 1209, 463, 1220]
- taxi-phone: 761-888: [575, 1159, 609, 1170]
- taxi-row: [429, 1062, 609, 1074]
- crossword-col-number: 1: [645, 1365, 651, 1374]
- taxi-stand: Αμπελόκηποι: [429, 1024, 482, 1035]
- crossword-cell[interactable]: [828, 1423, 852, 1447]
- taxi-row: [429, 1259, 609, 1272]
- arts-column: Τέχναι και γράμματα ΤΑ ΘΕΑΤΡΑ Θέατρον «Νοττασά» Απόψε στις 9.30 μ.μ. το θέατρο «Νοττασά» της Ρουμανίας θα παρουσιάσει στο Βασιλικό θέατρο το έργο του Ε. Ιονέσκο «Αι Καρέκλαι» και το «Μαθητευόμενο» του Ν. Γκόγκολ, σε σκηνοθεσία Ράντου Μπελιγκάν. Κερκυραϊκή Τονισμένο ενδιαφέρον παρουσιάζει η έκθεση κεραμικής στην γκαλερί «Αροαί». σε γκαλερί της Αθήνας ή ένθεση ζωγραφικής των νέων καλλιτεχνών που επιλέγονται κάθε χρόνο. Εκτίθενται έργα ζωγραφικής, χαρακτικής και γλυπτικής. Η έκθεση θα διαρκέσει ως το τέλος του μηνός, με ώρες λειτουργίας 10-1 και 6-9. Την Κυριακή, στις 11 π.μ., θα γίνει ξενάγηση του κοινού από την καλλιτέχνιδα. Ένα από τα έργα της κεραμίστριας Ελένης Μολέμ — Μουτάκα, που εκτίθεται στην γκαλερί «Αροαί», όπου λειτουργεί, με ιδιαίτερη επιτυχία, η έκθεση της καλλιτέχνιδος. Τα έργα της κ. Μολέμ — Μουτάκα ξεχωρίζουν για την πρωτοτυπία των σχημάτων, την τόλμη των χρωμάτων και την ποιότητα της εκτελέσεως. Η καλλιτέχνις, που έχει σπουδάσει στην Ιταλία, παρουσιάζει για πρώτη φορά στη Θεσσαλονίκη τη δουλειά της. ΑΙ ΣΥΝΑΥΛΙΑΙ Λύρας Δουκίδου Μεθαύριο Δευτέρα, στις 9 μ.μ., στην αίθουσα της Εταιρείας Μακεδονικών Σπουδών, θα δώσει ρεσιτάλ πιάνου η Νόρα Λουκίδου. Στο πρόγραμμα έργα των Μπαχ, Μότσαρτ, Σοπέν, Ντεμπυσί και Ραβέλ. Οι προσκλήσεις διατίθενται από τα γραφεία της ΕΜΣ. Η εκλεκτή πιανίστα Νόρα Λουκίδου, που θα εμφανισθεί μεθαύριο στην αίθουσα της Εταιρείας Μακεδονικών Σπουδών. ΑΙ ΠΡΟΒΟΛΑΙ Γιά τα παιδιά Το κέντρο διδακτικού βιβλίου θα προβάλει αύριο Κυριακή, στις 11 π.μ., παιδικές ταινίες κινουμένων σχεδίων. Η είσοδος είναι ελεύθερη για τους μαθητές των δημοτικών σχολείων. ΑΙ ΕΚΘΕΣΕΙΣ Ορχιδική Έκθεση ζωγραφικής με την συμμετοχή 16 καλλιτεχνών οργανώνει η Ορχιδική στην αίθουσα του Δήμου. Η έκθεση θα παραμείνει ανοικτή έως τις 20 του μηνός. Βαγ. Ταμουρίδης Μπορούν να την επισκεφθούν στην αίθουσα της γκαλερί κάθε μέρα εκτός Κυριακής, από 10 π.μ. ως 1 μ.μ. και από 6 ως 9 μ.μ. Η έκθεση περιλαμβάνει 35 έργα. ΑΙ ΔΙΑΛΕΞΕΙΣ ΤΟΥ κ. Β. ΓΙΟΥΑΤΣΗ ΤΟΥ κ. Ο. ΦΡΑΓΚΟΠΟΥΛΟΥ ΤΟΥ κ. Ν. ΜΟΥΣΤΟΥ ΤΟΥ κ. Λ. ΛΑΜΠΑΚΗ ΤΟΥ κ. Σ. ΕΥΣΤΑΘΙΑΔΗ ΤΟΥ κ. Β. ΤΣΑΚΝΙΑΝ ΤΟΥ κ. Ε. ΒΑΜΒΟΥΚΑΝ ΤΟΥ κ. Β. ΓΙΓΟΥΣΗ ΤΟΥ κ. Ν. ΒΕΡΝΙΚΟΥ ΤΟΥ κ. Α. ΧΑΤΖΗΑΝΤΩΝΙΟΥ ΤΟΥ κ. Ε. ΝΙΚΟΛΑΚΑΚΟΥ ΤΟΥ κ. Θ. ΠΡΟΒΑΤΑΚΗ ΤΟΥ κ. Κ. ΧΙΣΤΟΓΙΑΔΗ ΤΟΥ κ. Ν. ΠΑΝΑΓΙΩΤΟΠΟΥΛΟΥ: [1285, 176, 1530, 2271]
- taxi-stand: Ντεπό: [429, 1246, 455, 1257]
- taxi-phone: 236-232: [575, 1184, 609, 1195]
